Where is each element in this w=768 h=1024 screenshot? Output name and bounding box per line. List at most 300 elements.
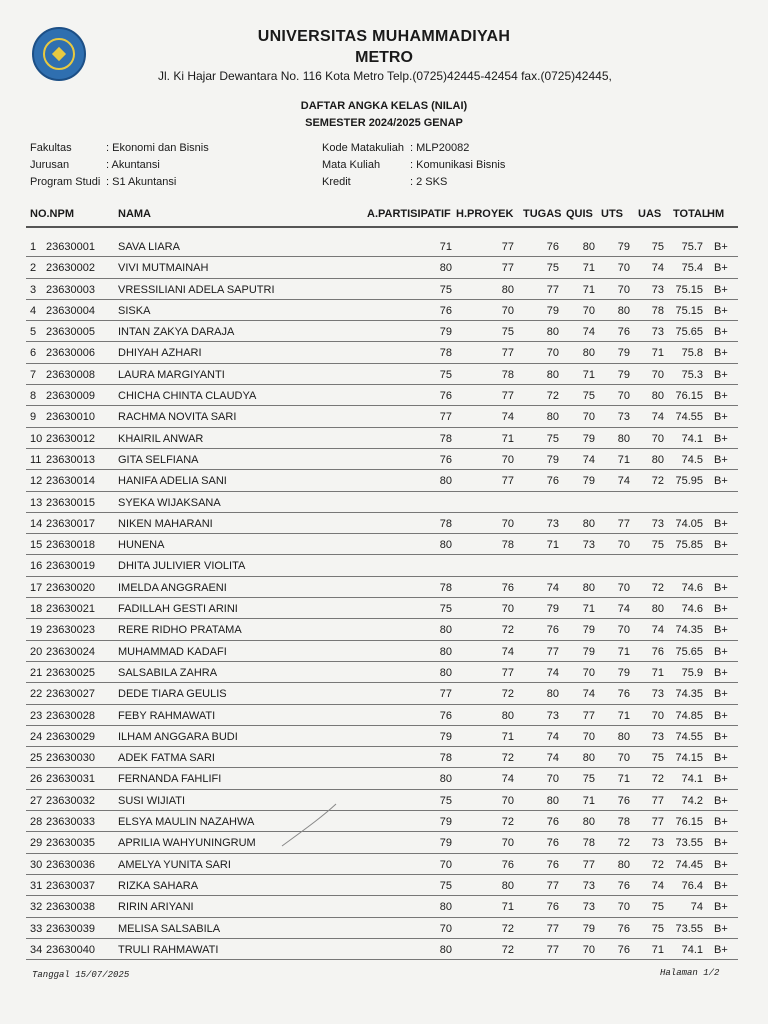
row-uas: 80 <box>651 453 664 466</box>
row-nama: INTAN ZAKYA DARAJA <box>118 326 235 339</box>
row-npm: 23630029 <box>46 730 95 743</box>
row-total: 74.2 <box>681 794 703 807</box>
row-total: 76.15 <box>675 816 703 829</box>
row-nama: SAVA LIARA <box>118 241 180 253</box>
row-proyek: 71 <box>501 901 514 914</box>
row-proyek: 70 <box>501 794 514 807</box>
row-uts: 70 <box>617 262 630 275</box>
table-row <box>26 726 738 747</box>
row-nama: ELSYA MAULIN NAZAHWA <box>118 816 255 829</box>
row-total: 73.55 <box>675 837 703 850</box>
matkul-value: : Komunikasi Bisnis <box>410 159 506 171</box>
row-partisipatif: 78 <box>439 432 452 445</box>
table-row <box>26 598 738 619</box>
row-quis: 79 <box>582 432 595 445</box>
row-nama: ADEK FATMA SARI <box>118 752 215 765</box>
kode-value: : MLP20082 <box>410 142 470 154</box>
row-tugas: 76 <box>546 858 559 871</box>
row-uts: 71 <box>617 453 630 466</box>
row-partisipatif: 78 <box>439 517 452 530</box>
row-proyek: 71 <box>501 730 514 743</box>
row-npm: 23630003 <box>46 283 95 296</box>
row-total: 74.1 <box>681 943 703 956</box>
row-total: 74.6 <box>681 581 703 594</box>
row-hm: B+ <box>714 368 728 381</box>
table-row <box>26 492 738 513</box>
row-nama: SYEKA WIJAKSANA <box>118 496 221 509</box>
table-row <box>26 790 738 811</box>
row-uts: 70 <box>617 752 630 765</box>
row-hm: B+ <box>714 262 728 275</box>
row-number: 30 <box>30 858 43 871</box>
row-quis: 71 <box>582 283 595 296</box>
row-total: 74.1 <box>681 432 703 445</box>
row-total: 74.1 <box>681 773 703 786</box>
row-tugas: 76 <box>546 816 559 829</box>
row-total: 74 <box>690 901 703 914</box>
row-hm: B+ <box>714 709 728 722</box>
header-nama: NAMA <box>118 208 151 220</box>
row-hm: B+ <box>714 645 728 658</box>
row-npm: 23630036 <box>46 858 95 871</box>
row-total: 75.7 <box>681 241 703 253</box>
row-proyek: 74 <box>501 411 514 424</box>
row-partisipatif: 80 <box>439 943 452 956</box>
row-proyek: 77 <box>501 666 514 679</box>
row-partisipatif: 80 <box>439 624 452 637</box>
row-tugas: 76 <box>546 475 559 488</box>
matkul-label: Mata Kuliah <box>322 159 381 171</box>
row-partisipatif: 75 <box>439 879 452 892</box>
row-uts: 80 <box>617 730 630 743</box>
row-number: 4 <box>30 304 37 317</box>
row-uts: 73 <box>617 411 630 424</box>
table-row <box>26 619 738 640</box>
row-proyek: 78 <box>501 539 514 552</box>
header-partisipatif: A.PARTISIPATIF <box>367 208 451 220</box>
row-nama: GITA SELFIANA <box>118 453 199 466</box>
row-tugas: 76 <box>546 837 559 850</box>
row-total: 75.95 <box>675 475 703 488</box>
table-row <box>26 513 738 534</box>
row-number: 17 <box>30 581 43 594</box>
row-total: 75.65 <box>675 326 703 339</box>
row-partisipatif: 75 <box>439 794 452 807</box>
row-quis: 79 <box>582 922 595 935</box>
row-hm: B+ <box>714 816 728 829</box>
table-row <box>26 683 738 704</box>
row-number: 29 <box>30 837 43 850</box>
row-uas: 75 <box>651 901 664 914</box>
row-uts: 77 <box>617 517 630 530</box>
row-quis: 73 <box>582 901 595 914</box>
row-partisipatif: 78 <box>439 581 452 594</box>
row-uas: 70 <box>651 368 664 381</box>
row-npm: 23630028 <box>46 709 95 722</box>
row-nama: LAURA MARGIYANTI <box>118 368 225 381</box>
prodi-value: : S1 Akuntansi <box>106 176 177 188</box>
row-nama: AMELYA YUNITA SARI <box>118 858 231 871</box>
row-quis: 70 <box>582 666 595 679</box>
row-nama: RERE RIDHO PRATAMA <box>118 624 242 637</box>
row-partisipatif: 79 <box>439 816 452 829</box>
row-quis: 74 <box>582 453 595 466</box>
row-uas: 71 <box>651 666 664 679</box>
row-hm: B+ <box>714 411 728 424</box>
row-hm: B+ <box>714 688 728 701</box>
row-uas: 73 <box>651 837 664 850</box>
row-quis: 70 <box>582 411 595 424</box>
row-total: 75.3 <box>681 368 703 381</box>
row-uts: 71 <box>617 709 630 722</box>
row-nama: VIVI MUTMAINAH <box>118 262 209 275</box>
row-nama: FEBY RAHMAWATI <box>118 709 216 722</box>
footer-page: Halaman 1/2 <box>660 968 720 978</box>
row-hm: B+ <box>714 453 728 466</box>
row-nama: TRULI RAHMAWATI <box>118 943 219 956</box>
header-proyek: H.PROYEK <box>456 208 514 220</box>
row-npm: 23630040 <box>46 943 95 956</box>
row-number: 16 <box>30 560 43 573</box>
row-npm: 23630006 <box>46 347 95 360</box>
row-uts: 80 <box>617 304 630 317</box>
row-npm: 23630020 <box>46 581 95 594</box>
row-proyek: 70 <box>501 453 514 466</box>
row-uts: 70 <box>617 581 630 594</box>
kredit-value: : 2 SKS <box>410 176 448 188</box>
row-tugas: 74 <box>546 752 559 765</box>
row-nama: DHITA JULIVIER VIOLITA <box>118 560 246 573</box>
header-uas: UAS <box>638 208 662 220</box>
row-npm: 23630021 <box>46 603 95 616</box>
row-tugas: 77 <box>546 879 559 892</box>
row-nama: MUHAMMAD KADAFI <box>118 645 227 658</box>
university-address: Jl. Ki Hajar Dewantara No. 116 Kota Metro Telp.(0725)42445-42454 fax.(0725)42445, <box>158 69 612 83</box>
row-quis: 71 <box>582 368 595 381</box>
row-npm: 23630004 <box>46 304 95 317</box>
row-tugas: 74 <box>546 666 559 679</box>
row-partisipatif: 78 <box>439 752 452 765</box>
row-npm: 23630039 <box>46 922 95 935</box>
row-total: 74.15 <box>675 752 703 765</box>
row-hm: B+ <box>714 794 728 807</box>
row-hm: B+ <box>714 603 728 616</box>
row-tugas: 79 <box>546 603 559 616</box>
table-row <box>26 896 738 917</box>
row-uas: 80 <box>651 603 664 616</box>
row-proyek: 77 <box>501 262 514 275</box>
table-row <box>26 662 738 683</box>
row-partisipatif: 76 <box>439 390 452 403</box>
table-row <box>26 257 738 278</box>
row-quis: 80 <box>582 347 595 360</box>
row-uas: 72 <box>651 773 664 786</box>
row-total: 74.6 <box>681 603 703 616</box>
row-uas: 73 <box>651 283 664 296</box>
row-quis: 78 <box>582 837 595 850</box>
row-npm: 23630027 <box>46 688 95 701</box>
grades-table-body <box>26 236 738 960</box>
row-nama: DEDE TIARA GEULIS <box>118 688 227 701</box>
row-tugas: 77 <box>546 922 559 935</box>
table-row <box>26 811 738 832</box>
row-uas: 70 <box>651 709 664 722</box>
row-total: 75.65 <box>675 645 703 658</box>
row-uas: 72 <box>651 475 664 488</box>
row-tugas: 80 <box>546 326 559 339</box>
row-tugas: 75 <box>546 432 559 445</box>
row-proyek: 70 <box>501 603 514 616</box>
row-tugas: 73 <box>546 709 559 722</box>
row-total: 74.35 <box>675 624 703 637</box>
row-npm: 23630001 <box>46 241 95 253</box>
row-nama: DHIYAH AZHARI <box>118 347 202 360</box>
row-uts: 76 <box>617 943 630 956</box>
header-tugas: TUGAS <box>523 208 562 220</box>
row-number: 11 <box>30 453 42 466</box>
row-proyek: 77 <box>501 390 514 403</box>
row-tugas: 71 <box>546 539 559 552</box>
row-uas: 75 <box>651 241 664 253</box>
row-number: 3 <box>30 283 37 296</box>
table-row <box>26 342 738 363</box>
row-total: 74.35 <box>675 688 703 701</box>
row-total: 75.9 <box>681 666 703 679</box>
row-tugas: 72 <box>546 390 559 403</box>
row-nama: HUNENA <box>118 539 165 552</box>
row-hm: B+ <box>714 390 728 403</box>
row-uas: 73 <box>651 326 664 339</box>
row-quis: 80 <box>582 517 595 530</box>
row-npm: 23630025 <box>46 666 95 679</box>
row-uts: 78 <box>617 816 630 829</box>
row-tugas: 80 <box>546 794 559 807</box>
row-partisipatif: 79 <box>439 326 452 339</box>
row-quis: 77 <box>582 709 595 722</box>
row-partisipatif: 80 <box>439 539 452 552</box>
row-npm: 23630010 <box>46 411 95 424</box>
row-hm: B+ <box>714 326 728 339</box>
row-hm: B+ <box>714 730 728 743</box>
row-uts: 79 <box>617 368 630 381</box>
row-partisipatif: 76 <box>439 709 452 722</box>
row-quis: 80 <box>582 816 595 829</box>
row-proyek: 80 <box>501 879 514 892</box>
row-nama: SISKA <box>118 304 151 317</box>
row-npm: 23630037 <box>46 879 95 892</box>
row-partisipatif: 78 <box>439 347 452 360</box>
row-quis: 75 <box>582 773 595 786</box>
row-uts: 72 <box>617 837 630 850</box>
footer-date: Tanggal 15/07/2025 <box>32 970 130 980</box>
row-hm: B+ <box>714 539 728 552</box>
row-npm: 23630032 <box>46 794 95 807</box>
row-uts: 76 <box>617 879 630 892</box>
row-npm: 23630030 <box>46 752 95 765</box>
row-proyek: 75 <box>501 326 514 339</box>
table-row <box>26 236 738 257</box>
table-header <box>26 202 738 228</box>
row-total: 75.8 <box>681 347 703 360</box>
row-tugas: 70 <box>546 773 559 786</box>
document-semester: SEMESTER 2024/2025 GENAP <box>305 117 463 129</box>
row-uts: 79 <box>617 666 630 679</box>
jurusan-label: Jurusan <box>30 159 70 171</box>
row-total: 74.45 <box>675 858 703 871</box>
row-partisipatif: 75 <box>439 368 452 381</box>
row-proyek: 72 <box>501 816 514 829</box>
row-uas: 75 <box>651 752 664 765</box>
row-tugas: 79 <box>546 304 559 317</box>
row-npm: 23630013 <box>46 453 95 466</box>
row-total: 76.4 <box>681 879 703 892</box>
row-number: 10 <box>30 432 43 445</box>
row-hm: B+ <box>714 517 728 530</box>
row-nama: SALSABILA ZAHRA <box>118 666 218 679</box>
row-partisipatif: 75 <box>439 283 452 296</box>
row-total: 74.05 <box>675 517 703 530</box>
row-hm: B+ <box>714 943 728 956</box>
row-partisipatif: 80 <box>439 475 452 488</box>
row-tugas: 75 <box>546 262 559 275</box>
kredit-label: Kredit <box>322 176 351 188</box>
row-npm: 23630019 <box>46 560 95 573</box>
university-city: METRO <box>355 49 413 66</box>
row-nama: VRESSILIANI ADELA SAPUTRI <box>118 283 275 296</box>
row-proyek: 71 <box>501 432 514 445</box>
row-npm: 23630031 <box>46 773 95 786</box>
row-tugas: 70 <box>546 347 559 360</box>
table-row <box>26 534 738 555</box>
fakultas-value: : Ekonomi dan Bisnis <box>106 142 209 154</box>
row-proyek: 72 <box>501 624 514 637</box>
row-number: 21 <box>30 666 43 679</box>
row-npm: 23630005 <box>46 326 95 339</box>
row-uas: 78 <box>651 304 664 317</box>
jurusan-value: : Akuntansi <box>106 159 160 171</box>
row-nama: SUSI WIJIATI <box>118 794 186 807</box>
row-uas: 72 <box>651 858 664 871</box>
row-number: 7 <box>30 368 37 381</box>
row-number: 24 <box>30 730 43 743</box>
row-number: 19 <box>30 624 43 637</box>
row-uts: 70 <box>617 624 630 637</box>
row-number: 1 <box>30 241 37 253</box>
table-row <box>26 300 738 321</box>
document-title: DAFTAR ANGKA KELAS (NILAI) <box>300 100 468 112</box>
row-npm: 23630033 <box>46 816 95 829</box>
row-partisipatif: 80 <box>439 262 452 275</box>
row-npm: 23630023 <box>46 624 95 637</box>
table-row <box>26 449 738 470</box>
table-row <box>26 321 738 342</box>
row-npm: 23630024 <box>46 645 95 658</box>
row-uas: 77 <box>651 794 664 807</box>
row-tugas: 76 <box>546 624 559 637</box>
row-uas: 76 <box>651 645 664 658</box>
row-proyek: 70 <box>501 837 514 850</box>
row-quis: 74 <box>582 688 595 701</box>
row-number: 15 <box>30 539 43 552</box>
row-uts: 80 <box>617 858 630 871</box>
row-npm: 23630012 <box>46 432 95 445</box>
row-hm: B+ <box>714 901 728 914</box>
row-uas: 74 <box>651 411 664 424</box>
row-number: 34 <box>30 943 43 956</box>
row-number: 8 <box>30 390 37 403</box>
row-proyek: 77 <box>501 347 514 360</box>
row-total: 74.55 <box>675 730 703 743</box>
row-uts: 76 <box>617 922 630 935</box>
row-number: 20 <box>30 645 43 658</box>
row-uts: 80 <box>617 432 630 445</box>
row-hm: B+ <box>714 837 728 850</box>
row-total: 76.15 <box>675 390 703 403</box>
row-partisipatif: 80 <box>439 901 452 914</box>
row-number: 18 <box>30 603 43 616</box>
row-nama: RACHMA NOVITA SARI <box>118 411 237 424</box>
row-uts: 71 <box>617 645 630 658</box>
table-row <box>26 385 738 406</box>
row-partisipatif: 79 <box>439 730 452 743</box>
row-uas: 73 <box>651 730 664 743</box>
row-proyek: 74 <box>501 773 514 786</box>
row-number: 13 <box>30 496 43 509</box>
row-proyek: 76 <box>501 858 514 871</box>
row-hm: B+ <box>714 283 728 296</box>
row-uts: 74 <box>617 603 630 616</box>
row-uts: 70 <box>617 901 630 914</box>
row-quis: 74 <box>582 326 595 339</box>
row-uts: 79 <box>617 347 630 360</box>
row-uas: 77 <box>651 816 664 829</box>
row-nama: RIRIN ARIYANI <box>118 901 194 914</box>
row-total: 73.55 <box>675 922 703 935</box>
table-row <box>26 279 738 300</box>
row-number: 14 <box>30 517 43 530</box>
row-number: 5 <box>30 326 37 339</box>
row-quis: 75 <box>582 390 595 403</box>
row-quis: 70 <box>582 304 595 317</box>
row-npm: 23630015 <box>46 496 95 509</box>
row-proyek: 72 <box>501 922 514 935</box>
university-name: UNIVERSITAS MUHAMMADIYAH <box>257 28 511 45</box>
row-number: 31 <box>30 879 43 892</box>
row-uas: 71 <box>651 943 664 956</box>
table-row <box>26 428 738 449</box>
row-proyek: 76 <box>501 581 514 594</box>
fakultas-label: Fakultas <box>30 142 72 154</box>
row-uas: 70 <box>651 432 664 445</box>
row-tugas: 74 <box>546 730 559 743</box>
row-quis: 70 <box>582 943 595 956</box>
row-uts: 76 <box>617 326 630 339</box>
row-quis: 79 <box>582 475 595 488</box>
row-hm: B+ <box>714 624 728 637</box>
row-uas: 73 <box>651 517 664 530</box>
row-hm: B+ <box>714 666 728 679</box>
row-uts: 70 <box>617 390 630 403</box>
row-quis: 73 <box>582 539 595 552</box>
row-npm: 23630035 <box>46 837 95 850</box>
table-row <box>26 406 738 427</box>
row-uas: 72 <box>651 581 664 594</box>
row-quis: 80 <box>582 752 595 765</box>
row-quis: 71 <box>582 603 595 616</box>
row-total: 75.15 <box>675 304 703 317</box>
row-quis: 71 <box>582 794 595 807</box>
row-partisipatif: 80 <box>439 645 452 658</box>
